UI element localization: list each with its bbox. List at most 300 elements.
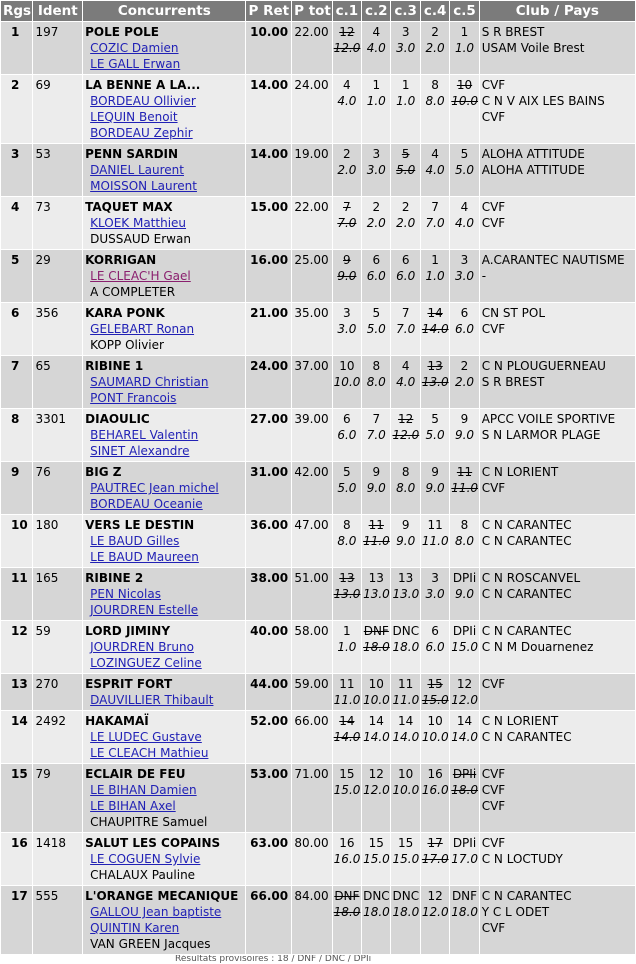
race-place: 14 bbox=[368, 714, 384, 728]
points-total: 19.00 bbox=[292, 144, 332, 196]
column-header[interactable]: c.2 bbox=[362, 1, 390, 21]
boat-name: KORRIGAN bbox=[85, 253, 157, 267]
race-place: 11 bbox=[339, 677, 355, 691]
race-points: 1.0 bbox=[454, 41, 475, 55]
race-place: 2 bbox=[343, 147, 351, 161]
points-total: 24.00 bbox=[292, 75, 332, 143]
crew-member bbox=[85, 549, 243, 565]
club-cell bbox=[480, 674, 635, 710]
crew-link[interactable]: LEQUIN Benoit bbox=[90, 110, 178, 124]
crew-link[interactable]: LE LUDEC Gustave bbox=[90, 730, 202, 744]
club-name: C N LOCTUDY bbox=[481, 852, 563, 866]
race-points: 4.0 bbox=[454, 216, 475, 230]
race-place: 9 bbox=[460, 412, 469, 426]
crew-member bbox=[85, 782, 243, 798]
crew-link[interactable]: LE BAUD Maureen bbox=[90, 550, 199, 564]
crew-name: CHALAUX Pauline bbox=[90, 868, 196, 882]
race-cell bbox=[362, 250, 390, 302]
crew-link[interactable]: SINET Alexandre bbox=[90, 444, 190, 458]
race-place: 2 bbox=[460, 359, 469, 373]
race-cell bbox=[450, 674, 478, 710]
rank-cell: 12 bbox=[1, 621, 32, 673]
boat-name: BIG Z bbox=[85, 465, 122, 479]
club-cell bbox=[480, 462, 635, 514]
table-row bbox=[1, 22, 635, 74]
crew-member bbox=[85, 40, 243, 56]
points-retained: 16.00 bbox=[246, 250, 291, 302]
crew-member bbox=[85, 109, 243, 125]
race-place: 5 bbox=[431, 412, 439, 426]
race-place: 2 bbox=[431, 25, 439, 39]
race-points: 1.0 bbox=[425, 269, 445, 283]
crew-link[interactable]: GELEBART Ronan bbox=[90, 322, 195, 336]
club-name: C N LORIENT bbox=[481, 465, 559, 479]
race-points: 14.0 bbox=[333, 730, 361, 744]
race-points: 4.0 bbox=[396, 375, 416, 389]
crew-name: CHAUPITRE Samuel bbox=[90, 815, 208, 829]
race-cell bbox=[333, 764, 361, 832]
race-place: 6 bbox=[372, 253, 381, 267]
race-points: 10.0 bbox=[333, 375, 361, 389]
race-points: 11.0 bbox=[333, 693, 361, 707]
race-points: 6.0 bbox=[425, 640, 445, 654]
race-place: 2 bbox=[372, 200, 381, 214]
race-points: 2.0 bbox=[366, 216, 386, 230]
crew-link[interactable]: LE CLEAC'H Gael bbox=[90, 269, 191, 283]
race-cell bbox=[391, 22, 419, 74]
crew-link[interactable]: PAUTREC Jean michel bbox=[90, 481, 219, 495]
club-name: CVF bbox=[481, 783, 506, 797]
race-place: 15 bbox=[398, 836, 414, 850]
crew-member bbox=[85, 178, 243, 194]
race-place: DNF bbox=[451, 889, 478, 903]
race-cell bbox=[362, 462, 390, 514]
race-cell bbox=[391, 515, 419, 567]
competitor-cell bbox=[83, 197, 245, 249]
rank-cell: 3 bbox=[1, 144, 32, 196]
race-cell bbox=[450, 197, 478, 249]
race-cell bbox=[362, 144, 390, 196]
competitor-cell bbox=[83, 303, 245, 355]
race-cell bbox=[333, 303, 361, 355]
race-points: 2.0 bbox=[337, 163, 357, 177]
race-cell bbox=[362, 409, 390, 461]
points-total: 39.00 bbox=[292, 409, 332, 461]
column-header[interactable]: c.1 bbox=[333, 1, 361, 21]
race-place: 3 bbox=[460, 253, 469, 267]
competitor-cell bbox=[83, 568, 245, 620]
crew-link[interactable]: GALLOU Jean baptiste bbox=[90, 905, 222, 919]
race-place: 4 bbox=[401, 359, 410, 373]
race-points: 18.0 bbox=[451, 905, 479, 919]
race-place: 9 bbox=[401, 518, 410, 532]
club-name: Y C L ODET bbox=[481, 905, 550, 919]
race-place: 16 bbox=[427, 767, 443, 781]
race-points: 18.0 bbox=[363, 640, 390, 654]
competitor-cell bbox=[83, 462, 245, 514]
club-name: - bbox=[481, 269, 487, 283]
race-cell bbox=[450, 75, 478, 143]
points-retained: 21.00 bbox=[246, 303, 291, 355]
race-points: 13.0 bbox=[333, 587, 361, 601]
race-place: 1 bbox=[343, 624, 351, 638]
crew-link[interactable]: BORDEAU Oceanie bbox=[90, 497, 203, 511]
race-points: 16.0 bbox=[333, 852, 361, 866]
competitor-cell bbox=[83, 409, 245, 461]
race-cell bbox=[362, 356, 390, 408]
race-place: 13 bbox=[427, 359, 443, 373]
race-place: 15 bbox=[368, 836, 384, 850]
competitor-cell bbox=[83, 764, 245, 832]
club-name: APCC VOILE SPORTIVE bbox=[481, 412, 616, 426]
column-header[interactable]: Ident bbox=[33, 1, 82, 21]
race-cell bbox=[333, 568, 361, 620]
competitor-cell bbox=[83, 144, 245, 196]
crew-link[interactable]: SAUMARD Christian bbox=[90, 375, 209, 389]
race-cell bbox=[333, 144, 361, 196]
table-row bbox=[1, 409, 635, 461]
table-row bbox=[1, 303, 635, 355]
competitor-cell bbox=[83, 515, 245, 567]
rank-cell: 2 bbox=[1, 75, 32, 143]
race-points: 8.0 bbox=[454, 534, 475, 548]
crew-member bbox=[85, 920, 243, 936]
race-cell bbox=[391, 711, 419, 763]
race-points: 18.0 bbox=[451, 783, 479, 797]
race-points: 2.0 bbox=[454, 375, 475, 389]
race-place: 8 bbox=[343, 518, 351, 532]
race-cell bbox=[421, 356, 449, 408]
table-row bbox=[1, 250, 635, 302]
race-points: 12.0 bbox=[333, 41, 361, 55]
race-cell bbox=[362, 197, 390, 249]
race-cell bbox=[421, 197, 449, 249]
race-points: 5.0 bbox=[425, 428, 445, 442]
points-total: 35.00 bbox=[292, 303, 332, 355]
race-cell bbox=[391, 197, 419, 249]
rank-cell: 9 bbox=[1, 462, 32, 514]
race-points: 15.0 bbox=[421, 693, 449, 707]
ident-cell: 1418 bbox=[33, 833, 82, 885]
club-cell bbox=[480, 833, 635, 885]
points-total: 80.00 bbox=[292, 833, 332, 885]
race-points: 2.0 bbox=[425, 41, 445, 55]
competitor-cell bbox=[83, 886, 245, 954]
crew-member bbox=[85, 231, 243, 247]
crew-link[interactable]: PEN Nicolas bbox=[90, 587, 161, 601]
crew-link[interactable]: DANIEL Laurent bbox=[90, 163, 184, 177]
race-points: 18.0 bbox=[333, 905, 361, 919]
crew-link[interactable]: BEHAREL Valentin bbox=[90, 428, 199, 442]
race-cell bbox=[333, 22, 361, 74]
boat-name: SALUT LES COPAINS bbox=[85, 836, 221, 850]
crew-member bbox=[85, 851, 243, 867]
race-place: 4 bbox=[343, 78, 351, 92]
club-name: C N ROSCANVEL bbox=[481, 571, 581, 585]
rank-cell: 5 bbox=[1, 250, 32, 302]
race-place: 8 bbox=[460, 518, 469, 532]
race-points: 1.0 bbox=[366, 94, 386, 108]
race-place: 10 bbox=[339, 359, 355, 373]
race-place: 1 bbox=[401, 78, 410, 92]
rank-cell: 1 bbox=[1, 22, 32, 74]
competitor-cell bbox=[83, 711, 245, 763]
column-header[interactable]: c.5 bbox=[450, 1, 478, 21]
race-cell bbox=[391, 144, 419, 196]
footer-note: Résultats provisoires : 18 / DNF / DNC / DPIi bbox=[175, 955, 372, 964]
club-cell bbox=[480, 22, 635, 74]
race-cell bbox=[333, 462, 361, 514]
club-cell bbox=[480, 303, 635, 355]
race-cell bbox=[391, 621, 419, 673]
column-header[interactable]: Club / Pays bbox=[480, 1, 635, 21]
race-place: 17 bbox=[427, 836, 443, 850]
race-place: 8 bbox=[431, 78, 439, 92]
race-place: 6 bbox=[460, 306, 469, 320]
race-place: 15 bbox=[427, 677, 443, 691]
race-place: 11 bbox=[368, 518, 384, 532]
crew-link[interactable]: LE GALL Erwan bbox=[90, 57, 181, 71]
race-cell bbox=[450, 409, 478, 461]
race-points: 9.0 bbox=[454, 428, 475, 442]
column-header[interactable]: Concurrents bbox=[83, 1, 245, 21]
race-points: 7.0 bbox=[337, 216, 357, 230]
table-row bbox=[1, 621, 635, 673]
crew-link[interactable]: LE BAUD Gilles bbox=[90, 534, 180, 548]
ident-cell: 555 bbox=[33, 886, 82, 954]
competitor-cell bbox=[83, 621, 245, 673]
race-place: 8 bbox=[401, 465, 410, 479]
race-place: DNF bbox=[334, 889, 360, 903]
points-total: 47.00 bbox=[292, 515, 332, 567]
crew-link[interactable]: PONT Francois bbox=[90, 391, 177, 405]
crew-link[interactable]: LE BIHAN Damien bbox=[90, 783, 197, 797]
race-place: 7 bbox=[372, 412, 381, 426]
crew-member bbox=[85, 390, 243, 406]
points-retained: 15.00 bbox=[246, 197, 291, 249]
club-cell bbox=[480, 144, 635, 196]
club-name: CVF bbox=[481, 921, 506, 935]
crew-member bbox=[85, 480, 243, 496]
points-total: 51.00 bbox=[292, 568, 332, 620]
club-cell bbox=[480, 356, 635, 408]
race-points: 1.0 bbox=[396, 94, 416, 108]
race-place: 3 bbox=[401, 25, 410, 39]
competitor-cell bbox=[83, 75, 245, 143]
race-points: 12.0 bbox=[363, 783, 390, 797]
race-points: 14.0 bbox=[392, 730, 420, 744]
race-cell bbox=[362, 22, 390, 74]
race-cell bbox=[333, 674, 361, 710]
race-place: 7 bbox=[431, 200, 439, 214]
boat-name: LA BENNE A LA... bbox=[85, 78, 201, 92]
race-cell bbox=[333, 356, 361, 408]
crew-link[interactable]: QUINTIN Karen bbox=[90, 921, 180, 935]
race-points: 17.0 bbox=[451, 852, 479, 866]
crew-link[interactable]: KLOEK Matthieu bbox=[90, 216, 187, 230]
crew-link[interactable]: BORDEAU Ollivier bbox=[90, 94, 196, 108]
rank-cell: 10 bbox=[1, 515, 32, 567]
crew-member bbox=[85, 337, 243, 353]
race-cell bbox=[421, 250, 449, 302]
race-cell bbox=[450, 462, 478, 514]
club-name: C N CARANTEC bbox=[481, 624, 572, 638]
club-name: C N CARANTEC bbox=[481, 889, 572, 903]
rank-cell: 6 bbox=[1, 303, 32, 355]
race-cell bbox=[450, 833, 478, 885]
race-points: 6.0 bbox=[396, 269, 416, 283]
competitor-cell bbox=[83, 22, 245, 74]
race-cell bbox=[421, 833, 449, 885]
club-name: C N CARANTEC bbox=[481, 587, 572, 601]
race-place: DPIi bbox=[452, 767, 477, 781]
crew-link[interactable]: JOURDREN Estelle bbox=[90, 603, 199, 617]
crew-member bbox=[85, 284, 243, 300]
points-total: 37.00 bbox=[292, 356, 332, 408]
ident-cell: 59 bbox=[33, 621, 82, 673]
points-total: 71.00 bbox=[292, 764, 332, 832]
race-cell bbox=[421, 674, 449, 710]
club-cell bbox=[480, 711, 635, 763]
crew-member bbox=[85, 215, 243, 231]
race-points: 4.0 bbox=[366, 41, 386, 55]
race-points: 9.0 bbox=[454, 587, 475, 601]
crew-link[interactable]: LE CLEACH Mathieu bbox=[90, 746, 209, 760]
points-total: 59.00 bbox=[292, 674, 332, 710]
ident-cell: 197 bbox=[33, 22, 82, 74]
crew-member bbox=[85, 268, 243, 284]
boat-name: RIBINE 2 bbox=[85, 571, 144, 585]
points-retained: 38.00 bbox=[246, 568, 291, 620]
club-name: CVF bbox=[481, 836, 506, 850]
crew-member bbox=[85, 729, 243, 745]
race-cell bbox=[421, 621, 449, 673]
race-place: 1 bbox=[372, 78, 381, 92]
table-row bbox=[1, 886, 635, 954]
crew-member bbox=[85, 867, 243, 883]
crew-name: A COMPLETER bbox=[90, 285, 176, 299]
race-cell bbox=[333, 621, 361, 673]
race-place: 9 bbox=[431, 465, 439, 479]
race-cell bbox=[391, 356, 419, 408]
race-cell bbox=[391, 886, 419, 954]
boat-name: TAQUET MAX bbox=[85, 200, 173, 214]
points-total: 66.00 bbox=[292, 711, 332, 763]
race-place: 4 bbox=[372, 25, 381, 39]
club-name: S R BREST bbox=[481, 375, 545, 389]
club-name: CVF bbox=[481, 216, 506, 230]
points-retained: 44.00 bbox=[246, 674, 291, 710]
table-row bbox=[1, 197, 635, 249]
race-cell bbox=[391, 250, 419, 302]
ident-cell: 69 bbox=[33, 75, 82, 143]
crew-member bbox=[85, 321, 243, 337]
rank-cell: 16 bbox=[1, 833, 32, 885]
crew-link[interactable]: BORDEAU Zephir bbox=[90, 126, 193, 140]
table-row bbox=[1, 75, 635, 143]
club-cell bbox=[480, 764, 635, 832]
race-points: 10.0 bbox=[363, 693, 390, 707]
club-cell bbox=[480, 886, 635, 954]
boat-name: L'ORANGE MECANIQUE bbox=[85, 889, 239, 903]
race-cell bbox=[362, 515, 390, 567]
ident-cell: 270 bbox=[33, 674, 82, 710]
race-points: 3.0 bbox=[454, 269, 475, 283]
race-place: 14 bbox=[427, 306, 443, 320]
race-points: 11.0 bbox=[421, 534, 449, 548]
race-points: 9.0 bbox=[337, 269, 357, 283]
race-place: 13 bbox=[368, 571, 384, 585]
crew-member bbox=[85, 374, 243, 390]
column-header[interactable]: c.4 bbox=[421, 1, 449, 21]
race-points: 15.0 bbox=[363, 852, 390, 866]
race-cell bbox=[333, 250, 361, 302]
race-points: 7.0 bbox=[396, 322, 416, 336]
crew-link[interactable]: COZIC Damien bbox=[90, 41, 179, 55]
club-name: C N CARANTEC bbox=[481, 534, 572, 548]
crew-member bbox=[85, 93, 243, 109]
race-points: 12.0 bbox=[421, 905, 449, 919]
points-retained: 10.00 bbox=[246, 22, 291, 74]
crew-link[interactable]: LE BIHAN Axel bbox=[90, 799, 176, 813]
column-header[interactable]: Rgs bbox=[3, 3, 32, 19]
race-cell bbox=[450, 764, 478, 832]
race-points: 4.0 bbox=[425, 163, 445, 177]
crew-link[interactable]: MOISSON Laurent bbox=[90, 179, 197, 193]
club-name: CN ST POL bbox=[481, 306, 546, 320]
crew-link[interactable]: JOURDREN Bruno bbox=[90, 640, 194, 654]
crew-member bbox=[85, 162, 243, 178]
crew-member bbox=[85, 125, 243, 141]
race-cell bbox=[333, 409, 361, 461]
crew-link[interactable]: DAUVILLIER Thibault bbox=[90, 693, 214, 707]
race-points: 2.0 bbox=[396, 216, 416, 230]
race-place: 10 bbox=[456, 78, 473, 92]
race-cell bbox=[450, 144, 478, 196]
crew-link[interactable]: LOZINGUEZ Celine bbox=[90, 656, 202, 670]
column-header[interactable]: P Ret bbox=[246, 1, 291, 21]
table-row bbox=[1, 144, 635, 196]
club-cell bbox=[480, 621, 635, 673]
race-points: 7.0 bbox=[366, 428, 386, 442]
race-cell bbox=[362, 568, 390, 620]
ident-cell: 356 bbox=[33, 303, 82, 355]
race-place: 10 bbox=[368, 677, 384, 691]
rank-cell: 15 bbox=[1, 764, 32, 832]
race-points: 11.0 bbox=[392, 693, 420, 707]
race-cell bbox=[450, 303, 478, 355]
boat-name: ESPRIT FORT bbox=[85, 677, 173, 691]
race-cell bbox=[421, 462, 449, 514]
race-points: 12.0 bbox=[451, 693, 479, 707]
column-header[interactable]: c.3 bbox=[391, 1, 419, 21]
race-cell bbox=[333, 515, 361, 567]
race-cell bbox=[450, 621, 478, 673]
race-place: 14 bbox=[398, 714, 414, 728]
club-name: CVF bbox=[481, 200, 506, 214]
race-place: 10 bbox=[427, 714, 443, 728]
race-cell bbox=[333, 711, 361, 763]
crew-link[interactable]: LE COGUEN Sylvie bbox=[90, 852, 201, 866]
race-place: DPIi bbox=[452, 571, 477, 585]
club-name: CVF bbox=[481, 677, 506, 691]
column-header[interactable]: P tot bbox=[294, 3, 331, 19]
race-place: DNF bbox=[363, 624, 389, 638]
race-place: 5 bbox=[372, 306, 381, 320]
race-place: 16 bbox=[339, 836, 355, 850]
boat-name: POLE POLE bbox=[85, 25, 159, 39]
table-row bbox=[1, 462, 635, 514]
